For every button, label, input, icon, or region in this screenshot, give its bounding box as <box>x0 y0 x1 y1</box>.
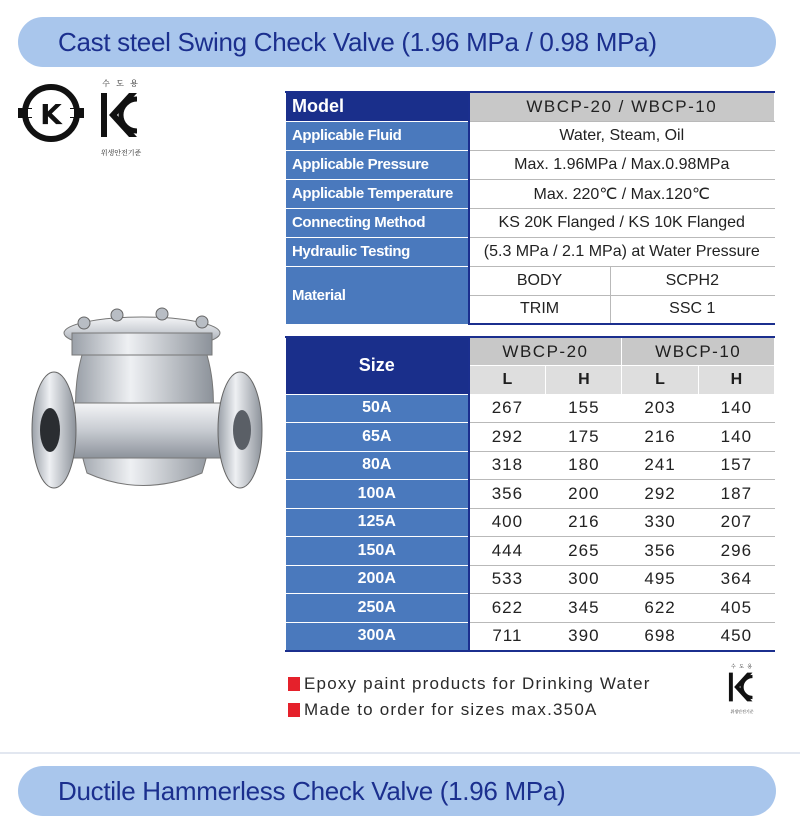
model-a-h-cell: 175 <box>546 423 622 452</box>
model-b-h-cell: 140 <box>698 394 774 423</box>
model-a-h-cell: 216 <box>546 508 622 537</box>
material-body-label: BODY <box>469 266 611 295</box>
material-trim-label: TRIM <box>469 295 611 324</box>
model-a-h-cell: 180 <box>546 451 622 480</box>
size-cell: 150A <box>286 537 469 566</box>
model-b-l-cell: 330 <box>622 508 698 537</box>
size-cell: 200A <box>286 565 469 594</box>
size-row <box>286 394 775 423</box>
kc-small-bottom-text: 위생안전기준 <box>730 709 754 714</box>
model-b-l-cell: 356 <box>622 537 698 566</box>
model-b-l-header: L <box>622 366 698 395</box>
ks-certification-icon <box>18 84 84 142</box>
size-cell: 300A <box>286 622 469 651</box>
size-row <box>286 508 775 537</box>
model-a-l-cell: 400 <box>469 508 546 537</box>
model-b-h-header: H <box>698 366 774 395</box>
temperature-value: Max. 220℃ / Max.120℃ <box>469 179 775 208</box>
model-a-l-cell: 711 <box>469 622 546 651</box>
kc-top-text: 수 도 용 <box>102 79 140 88</box>
model-b-h-cell: 405 <box>698 594 774 623</box>
model-b-h-cell: 140 <box>698 423 774 452</box>
model-a-h-cell: 300 <box>546 565 622 594</box>
model-a-l-cell: 622 <box>469 594 546 623</box>
material-label: Material <box>286 266 469 324</box>
svg-text:K: K <box>40 98 62 131</box>
model-b-h-cell: 157 <box>698 451 774 480</box>
size-cell: 50A <box>286 394 469 423</box>
size-row <box>286 423 775 452</box>
size-cell: 125A <box>286 508 469 537</box>
kc-small-top-text: 수 도 용 <box>730 664 754 670</box>
section-title-ductile: Ductile Hammerless Check Valve (1.96 MPa) <box>18 766 776 816</box>
red-square-bullet-icon <box>288 703 300 717</box>
notes-list <box>288 671 651 723</box>
note-item <box>288 671 651 697</box>
model-a-h-cell: 345 <box>546 594 622 623</box>
size-row <box>286 451 775 480</box>
pressure-value: Max. 1.96MPa / Max.0.98MPa <box>469 150 775 179</box>
model-a-l-cell: 318 <box>469 451 546 480</box>
size-cell: 100A <box>286 480 469 509</box>
model-b-header: WBCP-10 <box>622 337 775 366</box>
section-divider <box>0 752 800 754</box>
model-a-l-cell: 292 <box>469 423 546 452</box>
model-a-l-cell: 356 <box>469 480 546 509</box>
size-row <box>286 565 775 594</box>
model-value: WBCP-20 / WBCP-10 <box>469 92 775 121</box>
note-item <box>288 697 651 723</box>
dimension-table <box>285 336 775 652</box>
size-row <box>286 594 775 623</box>
swing-check-valve-image <box>22 298 272 528</box>
model-a-h-cell: 390 <box>546 622 622 651</box>
note-text: Made to order for sizes max.350A <box>304 700 598 719</box>
fluid-label: Applicable Fluid <box>286 121 469 150</box>
kc-logo-icon <box>99 89 143 141</box>
material-trim-value: SSC 1 <box>610 295 774 324</box>
model-b-l-cell: 495 <box>622 565 698 594</box>
model-a-l-header: L <box>469 366 546 395</box>
model-a-header: WBCP-20 <box>469 337 622 366</box>
model-a-h-header: H <box>546 366 622 395</box>
size-cell: 65A <box>286 423 469 452</box>
model-b-l-cell: 241 <box>622 451 698 480</box>
hydraulic-testing-label: Hydraulic Testing <box>286 237 469 266</box>
pressure-label: Applicable Pressure <box>286 150 469 179</box>
model-b-l-cell: 292 <box>622 480 698 509</box>
model-b-h-cell: 207 <box>698 508 774 537</box>
hydraulic-testing-value: (5.3 MPa / 2.1 MPa) at Water Pressure <box>469 237 775 266</box>
kc-certification-mark <box>92 78 150 168</box>
size-row <box>286 537 775 566</box>
connecting-method-label: Connecting Method <box>286 208 469 237</box>
kc-small-mark <box>722 663 762 713</box>
model-b-l-cell: 698 <box>622 622 698 651</box>
model-b-h-cell: 296 <box>698 537 774 566</box>
model-a-h-cell: 155 <box>546 394 622 423</box>
note-text: Epoxy paint products for Drinking Water <box>304 674 651 693</box>
connecting-method-value: KS 20K Flanged / KS 10K Flanged <box>469 208 775 237</box>
red-square-bullet-icon <box>288 677 300 691</box>
model-b-l-cell: 622 <box>622 594 698 623</box>
kc-small-logo-icon <box>727 670 757 704</box>
model-a-h-cell: 200 <box>546 480 622 509</box>
temperature-label: Applicable Temperature <box>286 179 469 208</box>
material-body-value: SCPH2 <box>610 266 774 295</box>
model-b-h-cell: 187 <box>698 480 774 509</box>
size-cell: 80A <box>286 451 469 480</box>
size-cell: 250A <box>286 594 469 623</box>
fluid-value: Water, Steam, Oil <box>469 121 775 150</box>
model-label: Model <box>286 92 469 121</box>
kc-bottom-text: 위생안전기준 <box>100 150 142 157</box>
model-a-l-cell: 444 <box>469 537 546 566</box>
size-row <box>286 622 775 651</box>
model-a-l-cell: 267 <box>469 394 546 423</box>
section-title-cast-steel: Cast steel Swing Check Valve (1.96 MPa / 0.98 MPa) <box>18 17 776 67</box>
specification-table <box>285 91 775 325</box>
model-b-l-cell: 216 <box>622 423 698 452</box>
size-header: Size <box>286 337 469 394</box>
model-b-l-cell: 203 <box>622 394 698 423</box>
model-b-h-cell: 364 <box>698 565 774 594</box>
model-a-h-cell: 265 <box>546 537 622 566</box>
model-b-h-cell: 450 <box>698 622 774 651</box>
model-a-l-cell: 533 <box>469 565 546 594</box>
size-row <box>286 480 775 509</box>
